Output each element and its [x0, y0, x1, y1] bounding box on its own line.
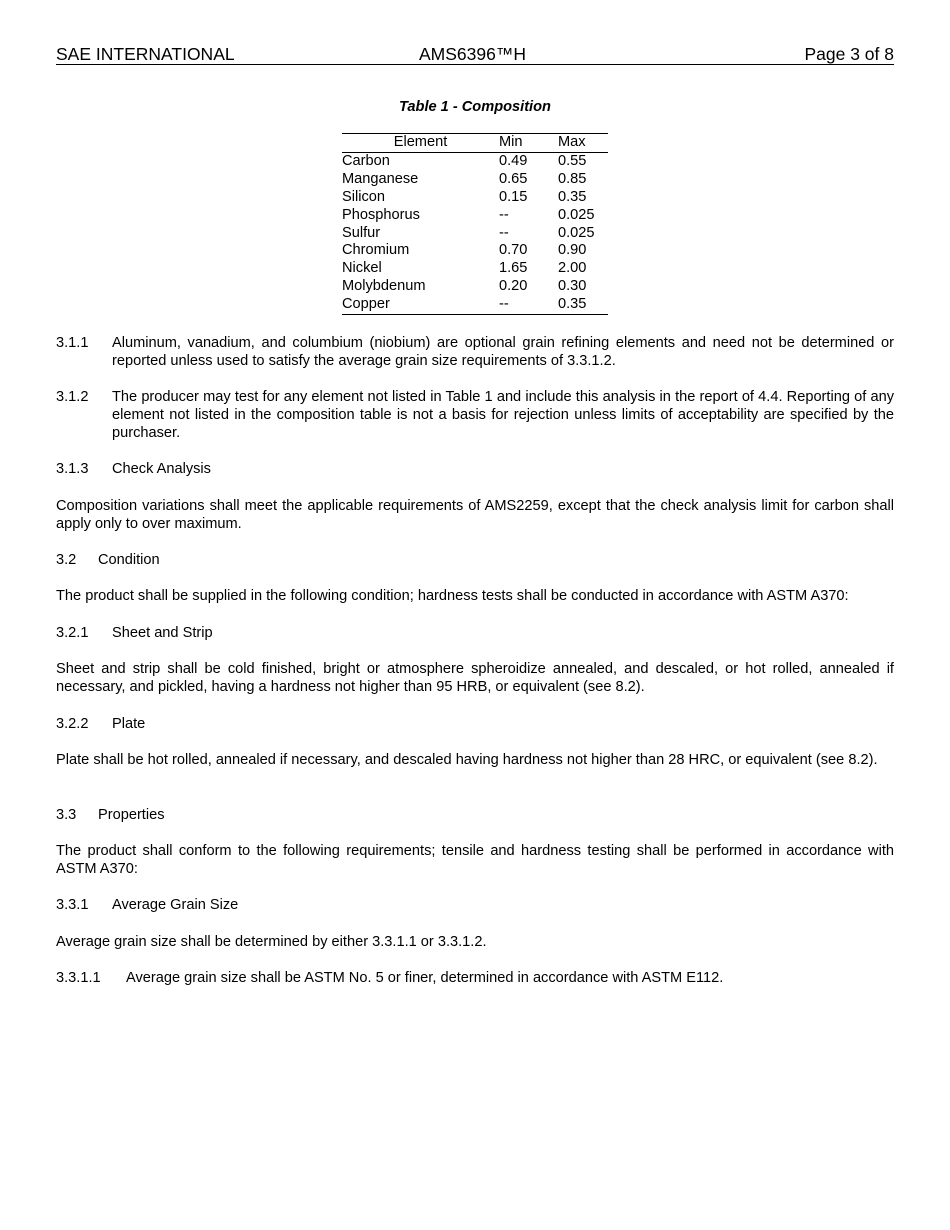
cell-min: -- [499, 206, 509, 223]
paragraph-plate: Plate shall be hot rolled, annealed if necessary, and descaled having hardness not higher than 28 HRC, or equivalent (see 8.2). [56, 752, 878, 768]
header-page-number: Page 3 of 8 [804, 44, 894, 64]
cell-element: Copper [342, 296, 390, 313]
section-title: Average Grain Size [112, 897, 239, 913]
section-title: Plate [112, 716, 146, 732]
cell-max: 0.85 [558, 170, 587, 187]
cell-max: 0.35 [558, 188, 587, 205]
section-3-3-1-1 [56, 969, 894, 987]
cell-min: 0.70 [499, 242, 528, 259]
paragraph-properties: The product shall conform to the following requirements; tensile and hardness testing shall be performed in accordance with ASTM A370: [56, 843, 894, 877]
paragraph-sheet-strip: Sheet and strip shall be cold finished, bright or atmosphere spheroidize annealed, and descaled, or hot rolled, annealed if necessary, and pickled, having a hardness not higher than 95 HRB, or equivalent (see 8.2). [56, 661, 894, 695]
cell-max: 0.025 [558, 206, 595, 223]
section-number: 3.1.1 [56, 335, 89, 351]
section-title: Condition [98, 552, 160, 568]
section-text: Aluminum, vanadium, and columbium (niobium) are optional grain refining elements and need not be determined or reported unless used to satisfy the average grain size requirements of 3.3.1.2. [112, 335, 894, 369]
section-number: 3.3.1.1 [56, 970, 101, 986]
cell-element: Silicon [342, 188, 385, 205]
cell-max: 0.90 [558, 242, 587, 259]
section-number: 3.3.1 [56, 897, 89, 913]
table-row [342, 189, 608, 207]
section-number: 3.1.2 [56, 389, 89, 405]
cell-element: Nickel [342, 260, 382, 277]
cell-max: 0.35 [558, 296, 587, 313]
cell-min: -- [499, 224, 509, 241]
header-org: SAE INTERNATIONAL [56, 44, 235, 64]
cell-min: 0.15 [499, 188, 528, 205]
cell-max: 0.025 [558, 224, 595, 241]
table-header-row [342, 134, 608, 153]
section-number: 3.2 [56, 552, 77, 568]
page-header [56, 44, 894, 65]
section-number: 3.2.2 [56, 716, 89, 732]
cell-element: Phosphorus [342, 206, 420, 223]
column-header-min: Min [499, 134, 523, 150]
section-title: Properties [98, 807, 165, 823]
table-caption: Table 1 - Composition [399, 99, 551, 115]
cell-max: 2.00 [558, 260, 587, 277]
cell-element: Carbon [342, 152, 390, 169]
section-number: 3.1.3 [56, 461, 89, 477]
cell-element: Sulfur [342, 224, 381, 241]
cell-min: -- [499, 296, 509, 313]
table-row [342, 260, 608, 278]
cell-min: 0.49 [499, 152, 528, 169]
cell-element: Molybdenum [342, 278, 426, 295]
section-number: 3.3 [56, 807, 77, 823]
section-3-1-2 [56, 388, 894, 442]
section-text: Average grain size shall be ASTM No. 5 or finer, determined in accordance with ASTM E112. [126, 970, 724, 986]
paragraph-check-analysis: Composition variations shall meet the applicable requirements of AMS2259, except that the check analysis limit for carbon shall apply only to over maximum. [56, 498, 894, 532]
cell-min: 0.20 [499, 278, 528, 295]
section-text: The producer may test for any element not listed in Table 1 and include this analysis in the report of 4.4. Reporting of any element not listed in the composition table is not a basis for rejection unless limits of acceptability are specified by the purchaser. [112, 389, 894, 441]
table-row [342, 242, 608, 260]
table-row [342, 225, 608, 243]
composition-table [342, 133, 608, 315]
section-3-1-1 [56, 334, 894, 370]
section-title: Sheet and Strip [112, 625, 213, 641]
cell-max: 0.55 [558, 152, 587, 169]
header-doc-number: AMS6396™H [419, 44, 526, 64]
table-row [342, 171, 608, 189]
cell-min: 0.65 [499, 170, 528, 187]
cell-element: Manganese [342, 170, 419, 187]
column-header-max: Max [558, 134, 586, 150]
paragraph-grain-size: Average grain size shall be determined by either 3.3.1.1 or 3.3.1.2. [56, 934, 487, 950]
paragraph-condition: The product shall be supplied in the following condition; hardness tests shall be conducted in accordance with ASTM A370: [56, 588, 849, 604]
section-number: 3.2.1 [56, 625, 89, 641]
cell-min: 1.65 [499, 260, 528, 277]
column-header-element: Element [393, 134, 448, 150]
table-row [342, 278, 608, 296]
table-row [342, 207, 608, 225]
table-row [342, 296, 608, 314]
table-row [342, 152, 608, 170]
section-title: Check Analysis [112, 461, 211, 477]
cell-max: 0.30 [558, 278, 587, 295]
cell-element: Chromium [342, 242, 410, 259]
